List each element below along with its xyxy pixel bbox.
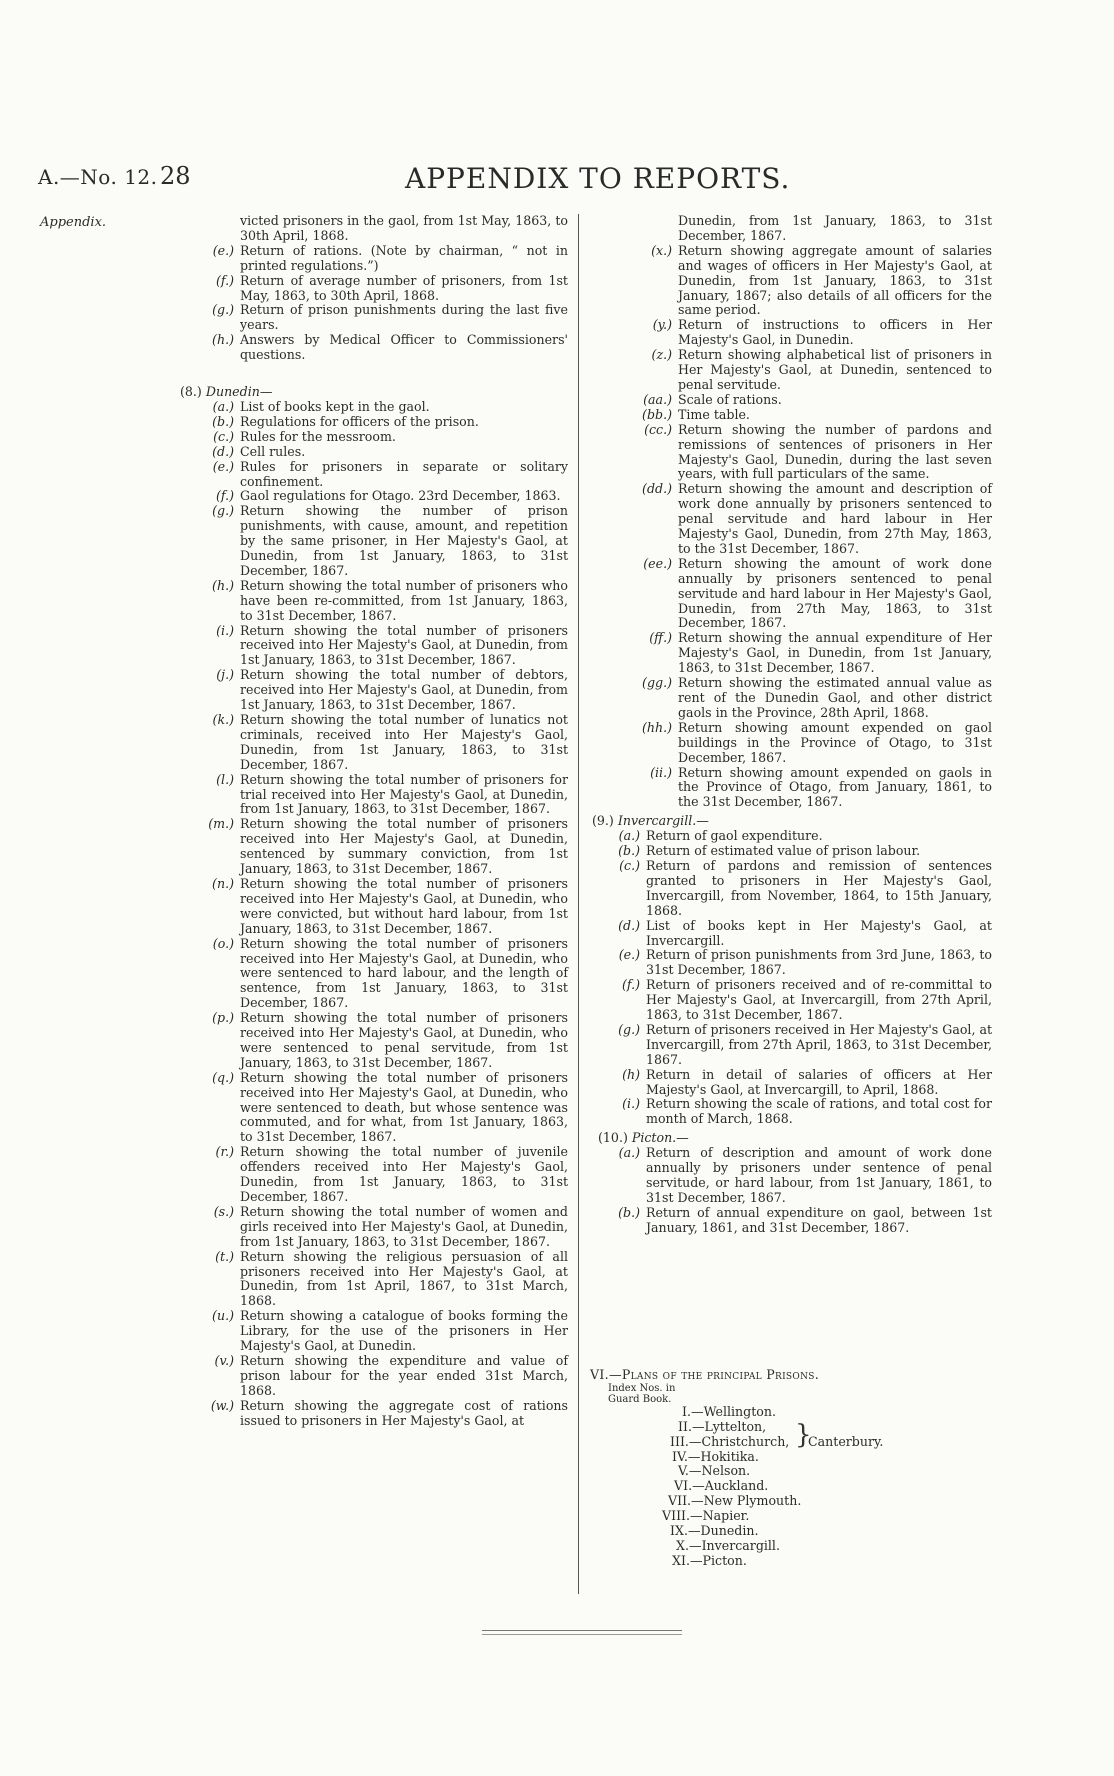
list-item: (a.) List of books kept in the gaol. [212,398,430,414]
canterbury-label: Canterbury. [808,1434,884,1449]
list-item: (aa.) Scale of rations. [643,391,782,407]
list-item: (h.) Answers by Medical Officer to Commissioners' questions. [212,332,568,363]
list-item: (c.) Rules for the messroom. [213,428,396,444]
list-item: (dd.) Return showing the amount and description of work done annually by prisoners sentenced to penal servitude and hard labour in Her Majesty's Gaol, Dunedin, from 27th May, 1863, to the 31st December, 1867. [642,481,992,556]
plans-section [590,1368,990,1569]
list-item: (l.) Return showing the total number of prisoners for trial received into Her Majesty's Gaol, at Dunedin, from 1st January, 1863, to 31st December, 1867. [216,771,568,817]
list-item: (i.) Return showing the scale of rations, and total cost for month of March, 1868. [622,1096,992,1127]
document-reference: A.—No. 12. [38,165,158,189]
section-heading-invercargill: (9.) Invercargill.— [592,813,709,829]
list-item: (c.) Return of pardons and remission of sentences granted to prisoners in Her Majesty's Gaol, Invercargill, from November, 1864, to 15th January, 1868. [619,857,992,918]
list-item: (gg.) Return showing the estimated annual value as rent of the Dunedin Gaol, and other district gaols in the Province, 28th April, 1868. [642,675,992,720]
list-item: (z.) Return showing alphabetical list of prisoners in Her Majesty's Gaol, at Dunedin, sentenced to penal servitude. [651,347,992,392]
list-item: (y.) Return of instructions to officers in Her Majesty's Gaol, in Dunedin. [652,317,992,348]
list-item: (bb.) Time table. [642,406,750,422]
list-item: (s.) Return showing the total number of women and girls received into Her Majesty's Gaol, at Dunedin, from 1st January, 1863, to 31st December, 1867. [213,1203,568,1249]
list-item: (x.) Return showing aggregate amount of salaries and wages of officers in Her Majesty's Gaol, at Dunedin, from 1st January, 1863, to 31st January, 1867; also details of all officers for the same period. [651,242,992,318]
list-item: (m.) Return showing the total number of prisoners received into Her Majesty's Gaol, at Dunedin, sentenced by summary conviction, from 1st January, 1863, to 31st December, 1867. [208,816,568,877]
plan-entry: X.—Invercargill. [676,1537,780,1553]
column-divider [578,214,579,1594]
list-item: (f.) Gaol regulations for Otago. 23rd December, 1863. [215,488,561,504]
list-item: (d.) List of books kept in Her Majesty's Gaol, at Invercargill. [618,917,992,948]
plans-heading: VI.—Plans of the principal Prisons. [590,1367,820,1382]
list-item: (ff.) Return showing the annual expenditure of Her Majesty's Gaol, in Dunedin, from 1st January, 1863, to 31st December, 1867. [649,630,992,676]
list-item: (f.) Return of prisoners received and of re-committal to Her Majesty's Gaol, at Invercargill, from 27th April, 1863, to 31st December, 1867. [621,977,992,1023]
list-item: (b.) Return of estimated value of prison labour. [618,843,921,859]
plan-entry: V.—Nelson. [678,1463,751,1479]
list-item: (cc.) Return showing the number of pardons and remissions of sentences of prisoners in Her Majesty's Gaol, Dunedin, during the last seven years, with full particulars of the same. [644,421,992,482]
page-number: 28 [160,162,191,190]
index-note: Index Nos. in Guard Book. [608,1382,676,1405]
list-item: (e.) Return of rations. (Note by chairman, “ not in printed regulations.”) [212,242,568,273]
section-heading-dunedin: (8.) Dunedin— [180,384,273,400]
list-item: (e.) Return of prison punishments from 3rd June, 1863, to 31st December, 1867. [618,947,992,978]
list-item: (ee.) Return showing the amount of work done annually by prisoners sentenced to penal servitude and hard labour in Her Majesty's Gaol, Dunedin, from 27th May, 1863, to 31st December, 1867. [643,555,992,631]
picton-items [592,1146,992,1235]
list-item: (q.) Return showing the total number of prisoners received into Her Majesty's Gaol, at Dunedin, who were sentenced to death, but whose sentence was commuted, and for what, from 1st January, 1863, to 31st December, 1867. [212,1069,568,1145]
plan-entry: VII.—New Plymouth. [668,1493,802,1509]
section-heading-picton: (10.) Picton.— [598,1130,689,1146]
footer-rule [482,1630,682,1631]
list-item: (u.) Return showing a catalogue of books forming the Library, for the use of the prisoners in Her Majesty's Gaol, at Dunedin. [212,1308,568,1354]
plan-entry: VIII.—Napier. [662,1508,750,1524]
list-item: (g.) Return of prison punishments during the last five years. [212,302,568,333]
list-item: (i.) Return showing the total number of prisoners received into Her Majesty's Gaol, at Dunedin, from 1st January, 1863, to 31st December, 1867. [216,622,568,668]
list-item: (a.) Return of description and amount of work done annually by prisoners under sentence of penal servitude, or hard labour, from 1st January, 1861, to 31st December, 1867. [618,1145,992,1205]
list-item: (d.) Cell rules. [212,443,306,459]
list-item: (o.) Return showing the total number of prisoners received into Her Majesty's Gaol, at Dunedin, who were sentenced to hard labour, and the length of sentence, from 1st January, 1863, to 31st December, 1867. [212,935,568,1011]
left-opening-text: victed prisoners in the gaol, from 1st May, 1863, to 30th April, 1868. [240,213,568,243]
list-item: (a.) Return of gaol expenditure. [618,828,823,844]
list-item: (p.) Return showing the total number of prisoners received into Her Majesty's Gaol, at Dunedin, who were sentenced to penal servitude, from 1st January, 1863, to 31st December, 1867. [212,1010,568,1070]
list-item: (b.) Return of annual expenditure on gaol, between 1st January, 1861, and 31st December, 1867. [618,1204,992,1235]
list-item: (h.) Return showing the total number of prisoners who have been re-committed, from 1st January, 1863, to 31st December, 1867. [212,577,568,623]
plan-entry: IV.—Hokitika. [672,1448,759,1464]
list-item: (n.) Return showing the total number of prisoners received into Her Majesty's Gaol, at Dunedin, who were convicted, but without hard labour, from 1st January, 1863, to 31st December, 1867. [212,875,568,936]
list-item: (r.) Return showing the total number of juvenile offenders received into Her Majesty's Gaol, Dunedin, from 1st January, 1863, to 31st December, 1867. [215,1144,568,1204]
right-column [592,214,992,1236]
dunedin-continued-items [592,244,992,810]
previous-items [180,244,568,363]
list-item: (f.) Return of average number of prisoners, from 1st May, 1863, to 30th April, 1868. [215,272,568,303]
plans-list [590,1405,990,1569]
plan-entry: I.—Wellington. [682,1403,776,1419]
plan-entry: XI.—Picton. [672,1552,747,1568]
list-item: (k.) Return showing the total number of lunatics not criminals, received into Her Majesty's Gaol, Dunedin, from 1st January, 1863, to 31st December, 1867. [212,712,568,772]
list-item: (w.) Return showing the aggregate cost of rations issued to prisoners in Her Majesty's Gaol, at [210,1397,568,1428]
side-label: Appendix. [40,215,107,230]
invercargill-items [592,829,992,1127]
list-item: (j.) Return showing the total number of debtors, received into Her Majesty's Gaol, at Dunedin, from 1st January, 1863, to 31st December, 1867. [216,667,568,713]
plan-entry: II.—Lyttelton, [678,1418,767,1434]
footer-rule-secondary [482,1634,682,1635]
right-opening-text: Dunedin, from 1st January, 1863, to 31st December, 1867. [678,213,992,243]
list-item: (g.) Return of prisoners received in Her Majesty's Gaol, at Invercargill, from 27th April, 1863, to 31st December, 1867. [618,1021,993,1067]
list-item: (e.) Rules for prisoners in separate or solitary confinement. [212,458,568,489]
page-title: APPENDIX TO REPORTS. [405,162,791,195]
plan-entry: VI.—Auckland. [674,1478,769,1494]
plan-entry: III.—Christchurch, [670,1433,790,1449]
list-item: (g.) Return showing the number of prison punishments, with cause, amount, and repetition by the same prisoner, in Her Majesty's Gaol, at Dunedin, from 1st January, 1863, to 31st December, 1867. [212,503,568,578]
list-item: (t.) Return showing the religious persuasion of all prisoners received into Her Majesty's Gaol, at Dunedin, from 1st April, 1867, to 31st March, 1868. [215,1248,568,1309]
plan-entry: IX.—Dunedin. [670,1523,759,1539]
left-column [180,214,568,1429]
list-item: (h) Return in detail of salaries of officers at Her Majesty's Gaol, at Invercargill, to April, 1868. [622,1066,992,1097]
list-item: (hh.) Return showing amount expended on gaol buildings in the Province of Otago, to 31st December, 1867. [641,719,992,765]
dunedin-items [180,400,568,1429]
list-item: (ii.) Return showing amount expended on gaols in the Province of Otago, from January, 1861, to the 31st December, 1867. [650,764,992,810]
brace-symbol: } [795,1420,812,1450]
list-item: (b.) Regulations for officers of the prison. [212,413,479,429]
list-item: (v.) Return showing the expenditure and value of prison labour for the year ended 31st March, 1868. [214,1352,568,1398]
